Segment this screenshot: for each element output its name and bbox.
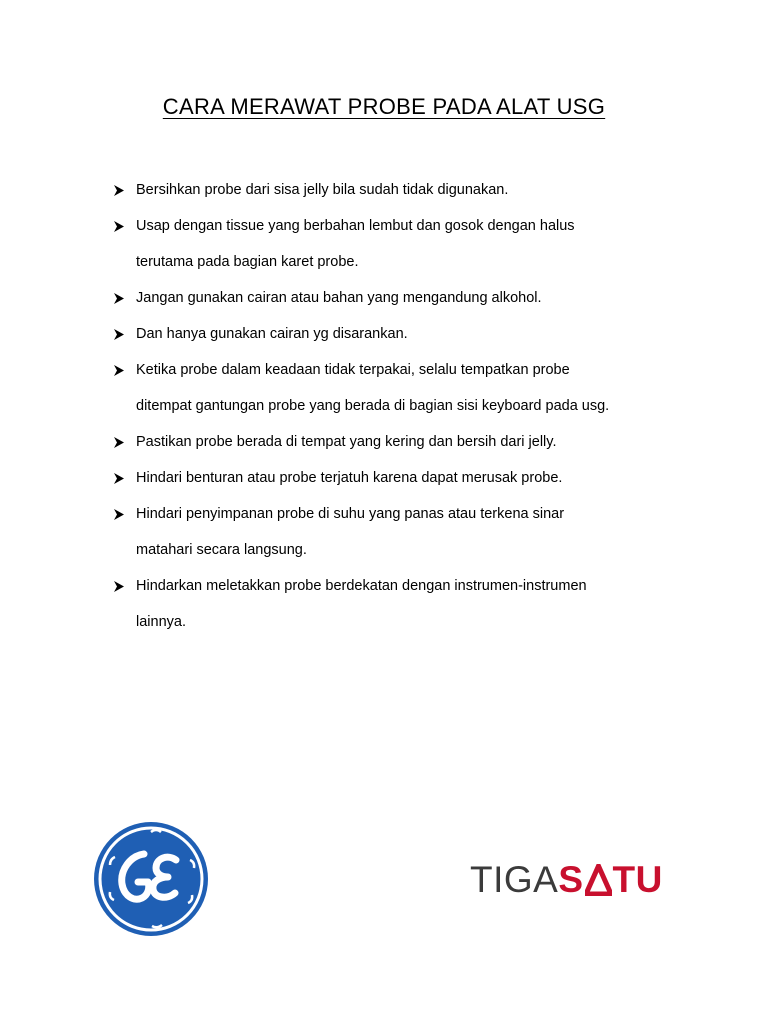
list-item (112, 316, 732, 352)
list-item (112, 460, 732, 496)
list-item-text: Hindari penyimpanan probe di suhu yang panas atau terkena sinar (136, 506, 565, 522)
list-item (112, 424, 732, 460)
list-item-text: Hindari benturan atau probe terjatuh karena dapat merusak probe. (136, 470, 563, 486)
list-item (112, 172, 732, 208)
logo-text-s: S (558, 859, 584, 900)
arrowhead-bullet-icon (112, 460, 126, 496)
arrowhead-bullet-icon (112, 280, 126, 316)
arrowhead-bullet-icon (112, 208, 126, 244)
list-item-text: Usap dengan tissue yang berbahan lembut dan gosok dengan halus (136, 218, 575, 234)
list-item-text: terutama pada bagian karet probe. (136, 254, 359, 270)
list-item-text: Dan hanya gunakan cairan yg disarankan. (136, 326, 408, 342)
arrowhead-bullet-icon (112, 352, 126, 388)
list-item-text: Bersihkan probe dari sisa jelly bila sudah tidak digunakan. (136, 182, 509, 198)
logo-text-satu (558, 860, 663, 900)
tips-list (112, 172, 732, 640)
list-item-text: matahari secara langsung. (136, 542, 307, 558)
page-title: CARA MERAWAT PROBE PADA ALAT USG (162, 94, 606, 119)
list-item (112, 568, 732, 640)
list-item-text: Hindarkan meletakkan probe berdekatan dengan instrumen-instrumen (136, 578, 587, 594)
tigasatu-logo (470, 860, 663, 900)
list-item (112, 496, 732, 568)
ge-logo (92, 820, 210, 938)
arrowhead-bullet-icon (112, 496, 126, 532)
list-item-text: Jangan gunakan cairan atau bahan yang mengandung alkohol. (136, 290, 542, 306)
list-item-text: Ketika probe dalam keadaan tidak terpakai, selalu tempatkan probe (136, 362, 570, 378)
list-item (112, 280, 732, 316)
list-item (112, 352, 732, 424)
list-item (112, 208, 732, 280)
list-item-text: Pastikan probe berada di tempat yang kering dan bersih dari jelly. (136, 434, 557, 450)
list-item-text: ditempat gantungan probe yang berada di bagian sisi keyboard pada usg. (136, 398, 610, 414)
triangle-a-icon (585, 864, 612, 896)
arrowhead-bullet-icon (112, 568, 126, 604)
logo-text-tiga: TIGA (470, 859, 559, 900)
logo-text-tu: TU (612, 859, 663, 900)
arrowhead-bullet-icon (112, 316, 126, 352)
arrowhead-bullet-icon (112, 424, 126, 460)
arrowhead-bullet-icon (112, 172, 126, 208)
ge-monogram-icon (92, 820, 210, 938)
list-item-text: lainnya. (136, 614, 186, 630)
